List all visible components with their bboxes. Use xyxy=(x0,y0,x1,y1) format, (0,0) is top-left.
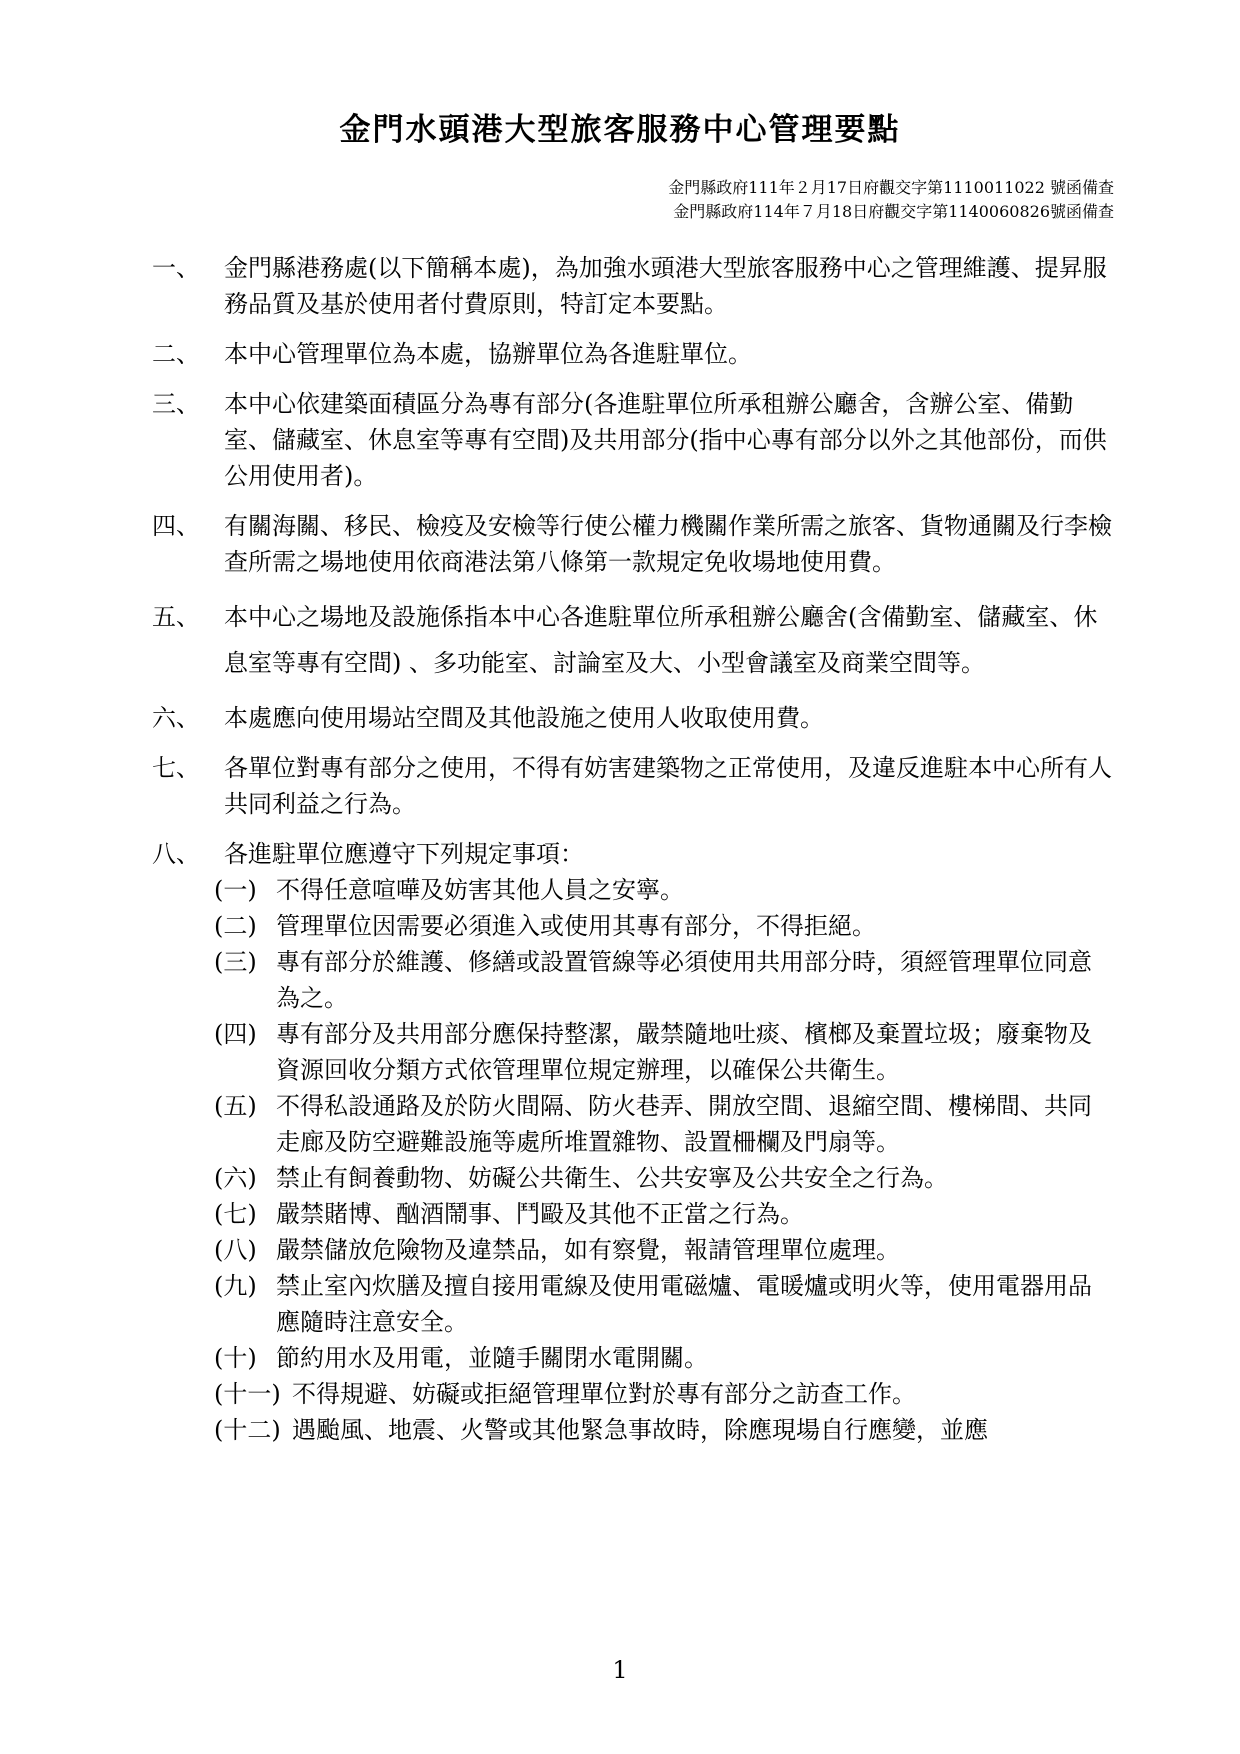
article-text: 本中心管理單位為本處，協辦單位為各進駐單位。 xyxy=(224,340,752,368)
article-number: 七、 xyxy=(152,754,200,782)
article-text: 本中心之場地及設施係指本中心各進駐單位所承租辦公廳舍(含備勤室、儲藏室、休息室等專有空間) 、多功能室、討論室及大、小型會議室及商業空間等。 xyxy=(224,603,1098,677)
sub-item xyxy=(214,1196,1112,1232)
sub-item xyxy=(214,1376,1112,1412)
sub-item-number: (六) xyxy=(214,1164,257,1192)
article-number: 五、 xyxy=(152,603,200,631)
document-title: 金門水頭港大型旅客服務中心管理要點 xyxy=(339,112,901,148)
article xyxy=(152,750,1112,822)
sub-item-text: 嚴禁賭博、酗酒鬧事、鬥毆及其他不正當之行為。 xyxy=(276,1200,804,1228)
article-number: 一、 xyxy=(152,254,200,282)
sub-item xyxy=(214,1340,1112,1376)
approval-reference: 金門縣政府111年２月17日府觀交字第1110011022 號函備查 xyxy=(668,178,1114,197)
article-text: 各進駐單位應遵守下列規定事項： xyxy=(224,840,584,868)
sub-item xyxy=(214,908,1112,944)
article-number: 三、 xyxy=(152,390,200,418)
article-text: 有關海關、移民、檢疫及安檢等行使公權力機關作業所需之旅客、貨物通關及行李檢查所需之場地使用依商港法第八條第一款規定免收場地使用費。 xyxy=(224,512,1112,576)
article-text: 本處應向使用場站空間及其他設施之使用人收取使用費。 xyxy=(224,704,824,732)
approval-reference: 金門縣政府114年７月18日府觀交字第1140060826號函備查 xyxy=(673,202,1114,221)
sub-item-number: (五) xyxy=(214,1092,257,1120)
sub-item xyxy=(214,1016,1112,1088)
article-number: 二、 xyxy=(152,340,200,368)
article-number: 六、 xyxy=(152,704,200,732)
sub-item-text: 不得私設通路及於防火間隔、防火巷弄、開放空間、退縮空間、樓梯間、共同走廊及防空避難設施等處所堆置雜物、設置柵欄及門扇等。 xyxy=(276,1092,1092,1156)
article-text: 各單位對專有部分之使用，不得有妨害建築物之正常使用，及違反進駐本中心所有人共同利益之行為。 xyxy=(224,754,1112,818)
articles-list xyxy=(152,250,1112,1462)
sub-item-number: (四) xyxy=(214,1020,257,1048)
sub-item-text: 專有部分於維護、修繕或設置管線等必須使用共用部分時，須經管理單位同意為之。 xyxy=(276,948,1092,1012)
sub-item-text: 管理單位因需要必須進入或使用其專有部分，不得拒絕。 xyxy=(276,912,876,940)
article xyxy=(152,700,1112,736)
sub-item-text: 節約用水及用電，並隨手關閉水電開關。 xyxy=(276,1344,708,1372)
article xyxy=(152,386,1112,494)
sub-item-number: (八) xyxy=(214,1236,257,1264)
sub-item-number: (九) xyxy=(214,1272,257,1300)
sub-item-text: 不得規避、妨礙或拒絕管理單位對於專有部分之訪查工作。 xyxy=(292,1380,916,1408)
article xyxy=(152,336,1112,372)
sub-item-number: (十) xyxy=(214,1344,257,1372)
article xyxy=(152,250,1112,322)
article-number: 八、 xyxy=(152,840,200,868)
article-number: 四、 xyxy=(152,512,200,540)
sub-item xyxy=(214,1232,1112,1268)
sub-item-number: (三) xyxy=(214,948,257,976)
sub-item-number: (十一) xyxy=(214,1380,281,1408)
article-text: 金門縣港務處(以下簡稱本處)，為加強水頭港大型旅客服務中心之管理維護、提昇服務品質及基於使用者付費原則，特訂定本要點。 xyxy=(224,254,1107,318)
sub-item-text: 不得任意喧嘩及妨害其他人員之安寧。 xyxy=(276,876,684,904)
sub-item-text: 禁止有飼養動物、妨礙公共衛生、公共安寧及公共安全之行為。 xyxy=(276,1164,948,1192)
article-text: 本中心依建築面積區分為專有部分(各進駐單位所承租辦公廳舍，含辦公室、備勤室、儲藏室、休息室等專有空間)及共用部分(指中心專有部分以外之其他部份，而供公用使用者)。 xyxy=(224,390,1107,490)
article xyxy=(152,508,1112,580)
sub-item-text: 禁止室內炊膳及擅自接用電線及使用電磁爐、電暖爐或明火等，使用電器用品應隨時注意安全。 xyxy=(276,1272,1092,1336)
sub-item-text: 遇颱風、地震、火警或其他緊急事故時，除應現場自行應變，並應 xyxy=(292,1416,988,1444)
page-number: 1 xyxy=(612,1656,628,1684)
sub-item-number: (二) xyxy=(214,912,257,940)
sub-item xyxy=(214,1160,1112,1196)
sub-item xyxy=(214,872,1112,908)
sub-item-number: (一) xyxy=(214,876,257,904)
sub-item xyxy=(214,1412,1112,1448)
sub-item xyxy=(214,1268,1112,1340)
sub-item-text: 專有部分及共用部分應保持整潔，嚴禁隨地吐痰、檳榔及棄置垃圾；廢棄物及資源回收分類方式依管理單位規定辦理，以確保公共衛生。 xyxy=(276,1020,1092,1084)
sub-item-number: (十二) xyxy=(214,1416,281,1444)
article xyxy=(152,594,1112,686)
sub-item-text: 嚴禁儲放危險物及違禁品，如有察覺，報請管理單位處理。 xyxy=(276,1236,900,1264)
sub-item xyxy=(214,944,1112,1016)
sub-item xyxy=(214,1088,1112,1160)
approval-references xyxy=(668,176,1114,224)
article xyxy=(152,836,1112,1448)
sub-item-number: (七) xyxy=(214,1200,257,1228)
